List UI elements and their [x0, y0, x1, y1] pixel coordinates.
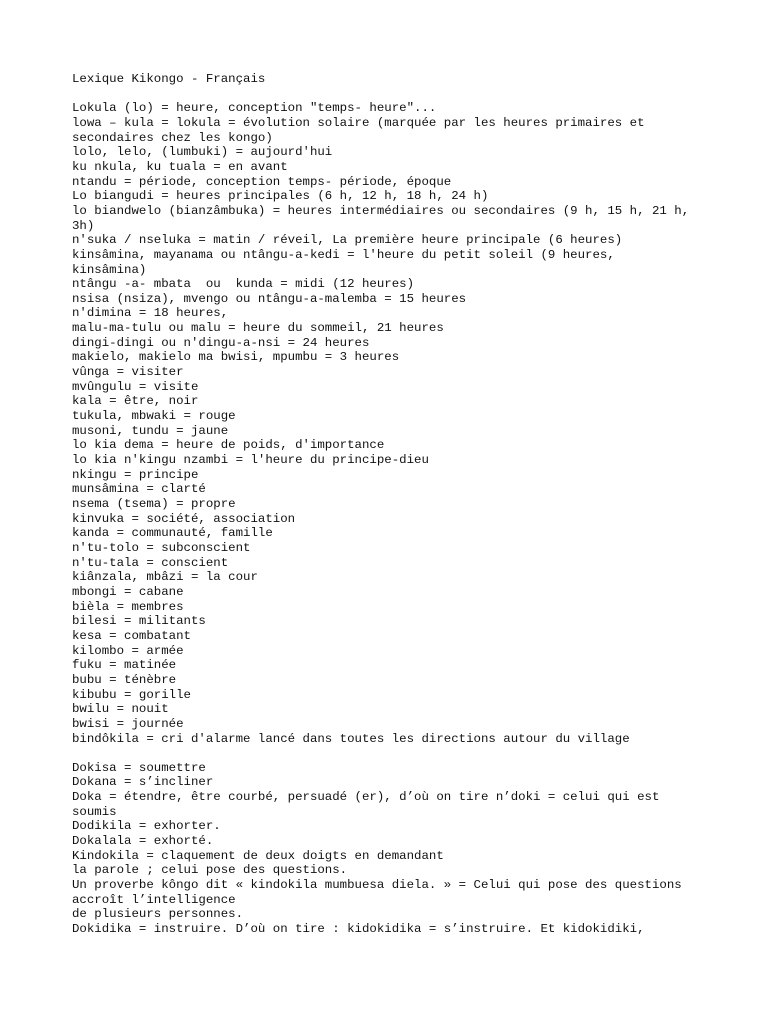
lexicon-line: n'dimina = 18 heures,: [72, 306, 229, 321]
lexicon-line: fuku = matinée: [72, 658, 177, 673]
lexicon-line: de plusieurs personnes.: [72, 907, 244, 922]
lexicon-line: Dokana = s’incliner: [72, 775, 214, 790]
lexicon-line: kinsâmina): [72, 262, 147, 277]
lexicon-line: malu-ma-tulu ou malu = heure du sommeil, 21 heures: [72, 321, 444, 336]
lexicon-line: nsema (tsema) = propre: [72, 497, 236, 512]
lexicon-line: bwilu = nouit: [72, 702, 169, 717]
lexicon-line: bièla = membres: [72, 599, 184, 614]
lexicon-line: kibubu = gorille: [72, 687, 191, 702]
lexicon-line: kala = être, noir: [72, 394, 199, 409]
lexicon-line: vûnga = visiter: [72, 365, 184, 380]
lexicon-line: ntandu = période, conception temps- période, époque: [72, 174, 452, 189]
lexicon-line: kesa = combatant: [72, 628, 191, 643]
lexicon-line: n'tu-tala = conscient: [72, 555, 229, 570]
lexicon-line: kinvuka = société, association: [72, 511, 296, 526]
lexicon-line: soumis: [72, 804, 117, 819]
lexicon-line: lo biandwelo (bianzâmbuka) = heures intermédiaires ou secondaires (9 h, 15 h, 21 h,: [72, 203, 690, 218]
lexicon-body: [72, 101, 712, 936]
lexicon-line: bilesi = militants: [72, 614, 206, 629]
lexicon-line: bindôkila = cri d'alarme lancé dans toutes les directions autour du village: [72, 731, 630, 746]
lexicon-line: mbongi = cabane: [72, 584, 184, 599]
lexicon-line: Kindokila = claquement de deux doigts en demandant: [72, 848, 444, 863]
lexicon-line: Dodikila = exhorter.: [72, 819, 221, 834]
blank-line: [72, 746, 712, 761]
document-title: Lexique Kikongo - Français: [72, 72, 266, 86]
lexicon-line: lo kia dema = heure de poids, d'importance: [72, 438, 385, 453]
lexicon-line: n'suka / nseluka = matin / réveil, La première heure principale (6 heures): [72, 233, 623, 248]
lexicon-line: Un proverbe kôngo dit « kindokila mumbuesa diela. » = Celui qui pose des questions: [72, 878, 682, 893]
lexicon-line: lolo, lelo, (lumbuki) = aujourd'hui: [72, 145, 333, 160]
lexicon-line: accroît l’intelligence: [72, 892, 236, 907]
lexicon-line: bubu = ténèbre: [72, 672, 177, 687]
lexicon-line: tukula, mbwaki = rouge: [72, 409, 236, 424]
lexicon-line: Lokula (lo) = heure, conception "temps- heure"...: [72, 101, 437, 116]
lexicon-line: la parole ; celui pose des questions.: [72, 863, 348, 878]
lexicon-line: ku nkula, ku tuala = en avant: [72, 159, 288, 174]
lexicon-line: Dokalala = exhorté.: [72, 834, 214, 849]
lexicon-line: mvûngulu = visite: [72, 379, 199, 394]
lexicon-line: munsâmina = clarté: [72, 482, 206, 497]
lexicon-line: Dokidika = instruire. D’où on tire : kidokidika = s’instruire. Et kidokidiki,: [72, 922, 645, 937]
lexicon-line: ntângu -a- mbata ou kunda = midi (12 heures): [72, 277, 415, 292]
lexicon-line: kanda = communauté, famille: [72, 526, 273, 541]
lexicon-line: nsisa (nsiza), mvengo ou ntângu-a-malemba = 15 heures: [72, 291, 467, 306]
lexicon-line: Doka = étendre, être courbé, persuadé (er), d’où on tire n’doki = celui qui est: [72, 790, 660, 805]
lexicon-line: lo kia n'kingu nzambi = l'heure du principe-dieu: [72, 453, 429, 468]
lexicon-line: kiânzala, mbâzi = la cour: [72, 570, 258, 585]
lexicon-line: Dokisa = soumettre: [72, 760, 206, 775]
lexicon-line: kilombo = armée: [72, 643, 184, 658]
lexicon-line: nkingu = principe: [72, 467, 199, 482]
lexicon-line: dingi-dingi ou n'dingu-a-nsi = 24 heures: [72, 335, 370, 350]
lexicon-line: lowa – kula = lokula = évolution solaire (marquée par les heures primaires et: [72, 115, 645, 130]
lexicon-line: Lo biangudi = heures principales (6 h, 12 h, 18 h, 24 h): [72, 189, 489, 204]
lexicon-line: musoni, tundu = jaune: [72, 423, 229, 438]
lexicon-line: bwisi = journée: [72, 716, 184, 731]
lexicon-line: secondaires chez les kongo): [72, 130, 273, 145]
lexicon-line: makielo, makielo ma bwisi, mpumbu = 3 heures: [72, 350, 400, 365]
lexicon-line: kinsâmina, mayanama ou ntângu-a-kedi = l'heure du petit soleil (9 heures,: [72, 247, 615, 262]
lexicon-line: n'tu-tolo = subconscient: [72, 540, 251, 555]
lexicon-line: 3h): [72, 218, 95, 233]
